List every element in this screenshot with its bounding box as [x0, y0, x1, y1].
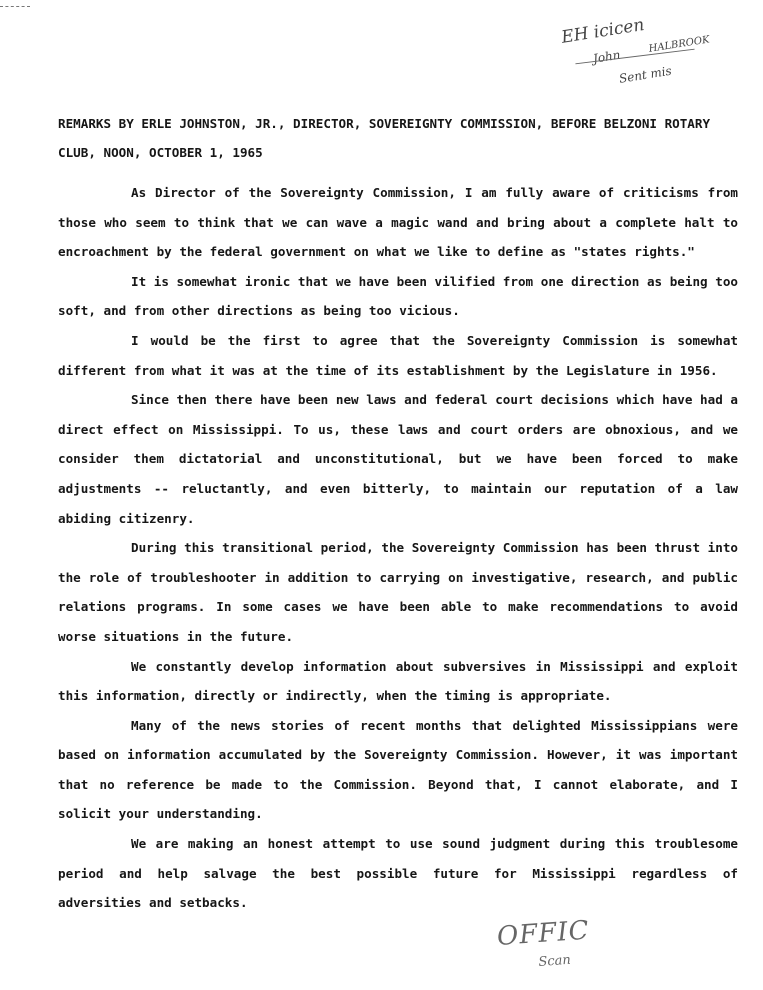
paragraph: We constantly develop information about subversives in Mississippi and exploit this information, directly or indirectly, when the timing is appropriate. [58, 658, 738, 704]
handwritten-note-top-4: Sent mis [618, 63, 673, 86]
paragraph: We are making an honest attempt to use sound judgment during this troublesome period and help salvage the best possible future for Mississippi regardless of adversities and setbacks. [58, 836, 738, 911]
document-body [58, 178, 738, 918]
paragraph: Many of the news stories of recent months that delighted Mississippians were based on information accumulated by the Sovereignty Commission. However, it was important that no reference be made to the Commission. Beyond that, I cannot elaborate, and I solicit your understanding. [58, 717, 738, 822]
handwritten-note-top-3: HALBROOK [648, 34, 711, 55]
paragraph: Since then there have been new laws and federal court decisions which have had a direct effect on Mississippi. To us, these laws and court orders are obnoxious, and we consider them dictatorial and unconstitutional, but we have been forced to make adjustments -- reluctantly, and even bitterly, to maintain our reputation of a law abiding citizenry. [58, 392, 738, 526]
paragraph: It is somewhat ironic that we have been vilified from one direction as being too soft, and from other directions as being too vicious. [58, 273, 738, 319]
paragraph: During this transitional period, the Sovereignty Commission has been thrust into the role of troubleshooter in addition to carrying on investigative, research, and public relations programs. In some cases we have been able to make recommendations to avoid worse situations in the future. [58, 540, 738, 644]
handwritten-note-bottom: Scan [538, 952, 572, 970]
handwritten-note-top-2: John [592, 47, 622, 66]
handwritten-signature: OFFIC [496, 915, 591, 952]
corner-mark [0, 6, 30, 7]
handwritten-note-top-1: EH icicen [560, 14, 646, 48]
paragraph: I would be the first to agree that the Sovereignty Commission is somewhat different from what it was at the time of its establishment by the Legislature in 1956. [58, 332, 738, 378]
paragraph: As Director of the Sovereignty Commission, I am fully aware of criticisms from those who seem to think that we can wave a magic wand and bring about a complete halt to encroachment by the federal government on what we like to define as "states rights." [58, 185, 738, 260]
document-title: REMARKS BY ERLE JOHNSTON, JR., DIRECTOR, SOVEREIGNTY COMMISSION, BEFORE BELZONI ROTARY CLUB, NOON, OCTOBER 1, 1965 [58, 116, 711, 160]
